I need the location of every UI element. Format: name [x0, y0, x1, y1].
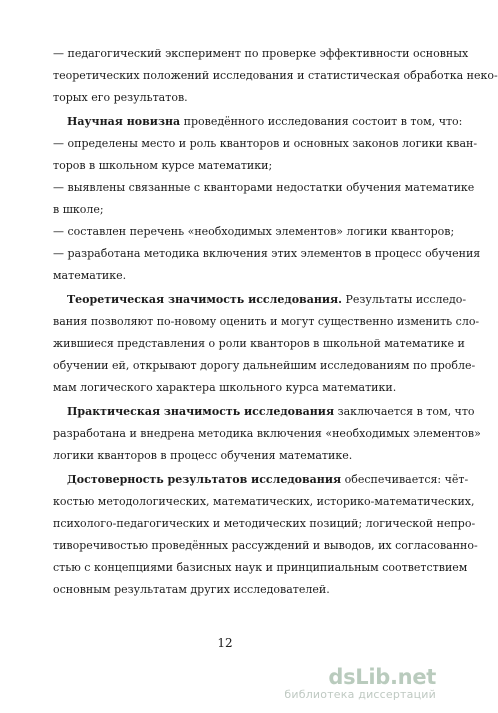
text-run: — определены место и роль кванторов и основных законов логики кван-	[53, 137, 478, 150]
text-line	[53, 137, 478, 151]
text-line	[53, 427, 481, 441]
text-run: логики кванторов в процесс обучения математике.	[53, 449, 353, 462]
text-run: Результаты исследо-	[341, 293, 467, 306]
text-run: проведённого исследования состоит в том, что:	[180, 115, 463, 128]
text-run: заключается в том, что	[334, 405, 475, 418]
text-run: основным результатам других исследователей.	[53, 583, 330, 596]
text-line	[53, 561, 468, 575]
bold-heading-text: Теоретическая значимость исследования.	[67, 293, 342, 306]
text-run: разработана и внедрена методика включения «необходимых элементов»	[53, 427, 481, 440]
text-run: вания позволяют по-новому оценить и могут существенно изменить сло-	[53, 315, 480, 328]
bold-heading-text: Достоверность результатов исследования	[67, 473, 342, 486]
text-run: мам логического характера школьного курса математики.	[53, 381, 397, 394]
page-number: 12	[217, 636, 233, 650]
text-line	[53, 337, 465, 351]
text-run: психолого-педагогических и методических позиций; логической непро-	[53, 517, 476, 530]
watermark	[266, 666, 436, 702]
text-run: жившиеся представления о роли кванторов в школьной математике и	[53, 337, 465, 350]
text-run: торых его результатов.	[53, 91, 188, 104]
text-run: торов в школьном курсе математики;	[53, 159, 273, 172]
bold-heading-text: Практическая значимость исследования	[67, 405, 335, 418]
text-line	[53, 449, 352, 463]
text-run: обеспечивается: чёт-	[341, 473, 469, 486]
text-run: обучении ей, открывают дорогу дальнейшим исследованиям по пробле-	[53, 359, 476, 372]
text-line	[53, 69, 498, 83]
text-line	[53, 495, 475, 509]
text-line	[53, 247, 481, 261]
bold-heading-text: Научная новизна	[67, 115, 181, 128]
watermark-subtitle: библиотека диссертаций	[284, 688, 436, 701]
text-line	[53, 517, 476, 531]
text-run: — составлен перечень «необходимых элементов» логики кванторов;	[53, 225, 455, 238]
text-line	[67, 293, 467, 307]
text-run: теоретических положений исследования и статистическая обработка неко-	[53, 69, 498, 82]
text-line	[53, 203, 104, 217]
text-line	[53, 315, 480, 329]
watermark-logo: dsLib.net	[328, 665, 436, 689]
text-run: — выявлены связанные с кванторами недостатки обучения математике	[53, 181, 475, 194]
text-line	[53, 359, 476, 373]
text-line	[67, 405, 475, 419]
text-run: в школе;	[53, 203, 104, 216]
text-line	[53, 269, 126, 283]
text-run: — педагогический эксперимент по проверке эффективности основных	[53, 47, 469, 60]
text-run: костью методологических, математических, историко-математических,	[53, 495, 475, 508]
text-line	[53, 583, 330, 597]
text-line	[67, 473, 469, 487]
text-line	[53, 181, 475, 195]
text-line	[53, 91, 188, 105]
text-line	[53, 47, 469, 61]
text-line	[67, 115, 462, 129]
text-line	[53, 159, 272, 173]
text-run: математике.	[53, 269, 127, 282]
text-line	[53, 225, 454, 239]
text-line	[53, 381, 396, 395]
text-line	[53, 539, 478, 553]
text-run: стью с концепциями базисных наук и принципиальным соответствием	[53, 561, 468, 574]
text-run: — разработана методика включения этих элементов в процесс обучения	[53, 247, 481, 260]
text-run: тиворечивостью проведённых рассуждений и выводов, их согласованно-	[53, 539, 478, 552]
